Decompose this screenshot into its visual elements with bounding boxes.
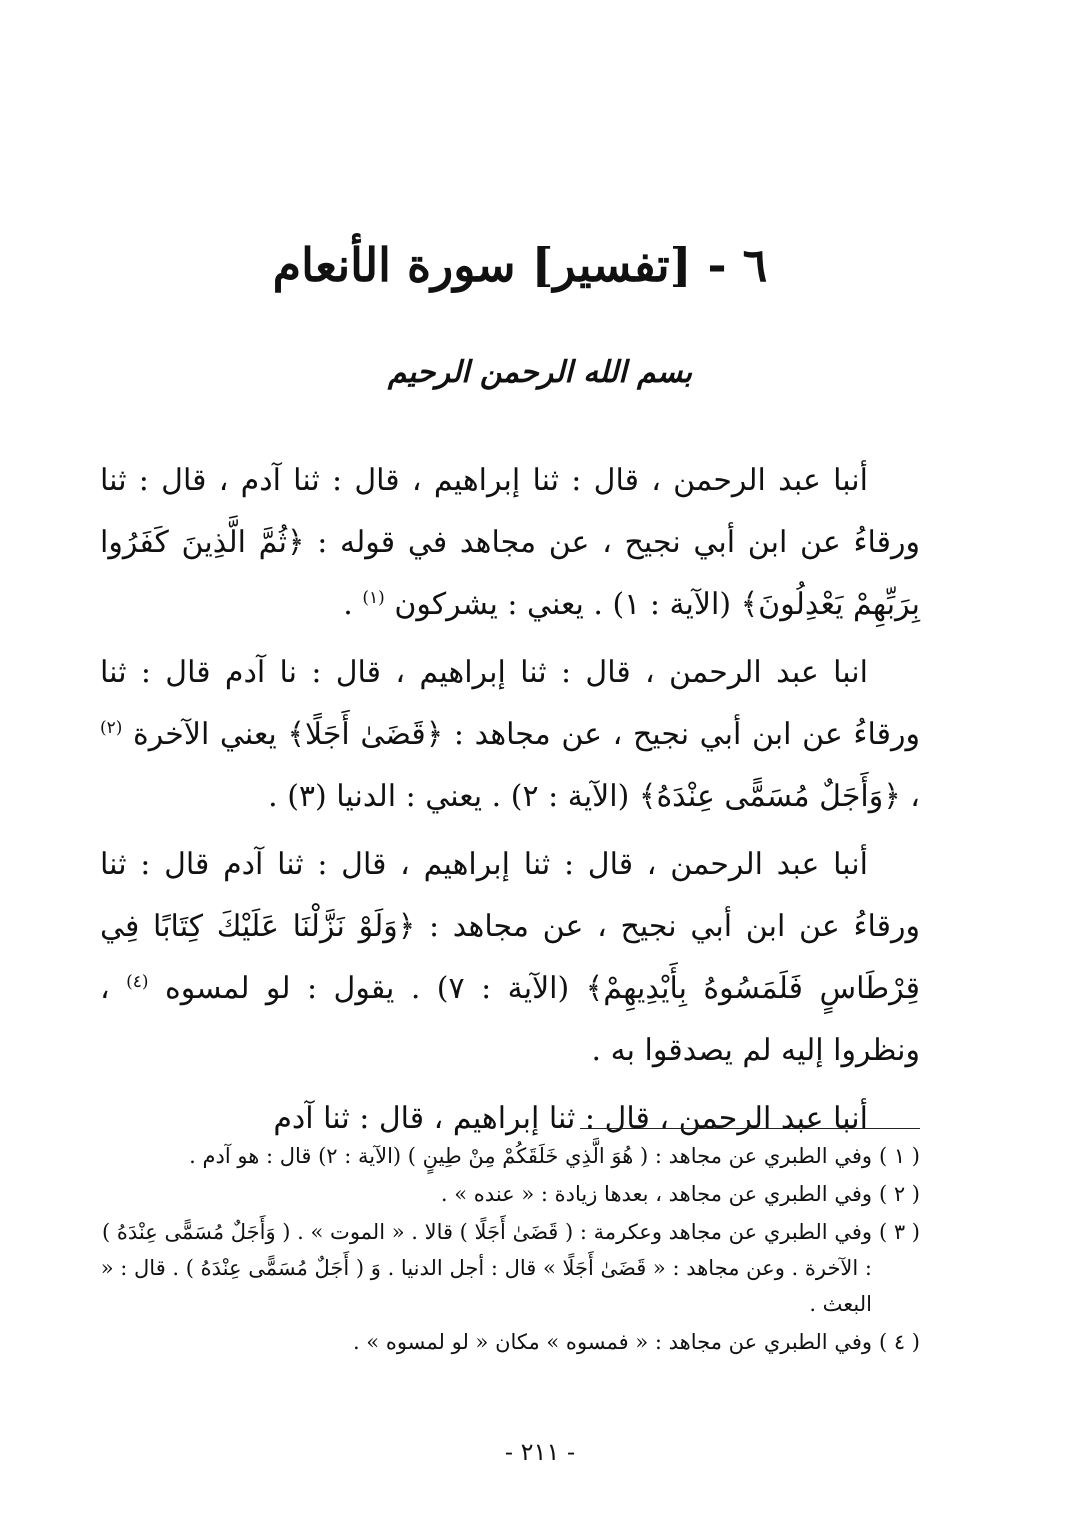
paragraph [100,834,920,1082]
main-text [100,450,920,1156]
footnote-ref: (٢) [100,718,123,738]
paragraph-end: ، ونظروا إليه لم يصدقوا به . [100,971,920,1068]
footnote-number: ( ٣ ) [878,1220,920,1244]
page-number: - ٢١١ - [504,1438,576,1466]
footnote-ref: (١) [362,588,385,608]
paragraph-text: أنبا عبد الرحمن ، قال : ثنا إبراهيم ، قال : ثنا آدم ، قال : ثنا ورقاءُ عن ابن أبي نجيح ، عن مجاهد في قوله : ﴿ثُمَّ الَّذِينَ كَفَرُوا بِرَبِّهِمْ يَعْدِلُونَ﴾ (الآية : ١) . يعني : يشركون [100,463,920,622]
paragraph-text: أنبا عبد الرحمن ، قال : ثنا إبراهيم ، قال : ثنا آدم [273,1101,868,1136]
footnote-text: وفي الطبري عن مجاهد : « فمسوه » مكان « لو لمسوه » . [352,1330,872,1354]
footnote-text: وفي الطبري عن مجاهد ، بعدها زيادة : « عنده » . [440,1182,872,1206]
paragraph [100,642,920,828]
footnote [100,1138,920,1174]
paragraph-text: انبا عبد الرحمن ، قال : ثنا إبراهيم ، قال : نا آدم قال : ثنا ورقاءُ عن ابن أبي نجيح ، عن مجاهد : ﴿قَضَىٰ أَجَلًا﴾ يعني الآخرة [100,655,920,752]
footnote-text: وفي الطبري عن مجاهد : ( هُوَ الَّذِي خَلَقَكُمْ مِنْ طِينٍ ) (الآية : ٢) قال : هو آدم . [189,1144,872,1168]
footnote-ref: (٤) [126,972,149,992]
paragraph-end: . [343,587,353,622]
chapter-title: ٦ - [تفسير] سورة الأنعام [272,238,768,292]
footnote [100,1324,920,1360]
footnote-divider [580,1128,920,1129]
footnote [100,1176,920,1212]
footnotes [100,1138,920,1362]
basmala-calligraphy: بسم الله الرحمن الرحيم [387,355,693,390]
paragraph [100,450,920,636]
footnote-number: ( ٤ ) [878,1330,920,1354]
paragraph-end: ، ﴿وَأَجَلٌ مُسَمًّى عِنْدَهُ﴾ (الآية : ٢) . يعني : الدنيا (٣) . [268,779,920,814]
footnote-text: وفي الطبري عن مجاهد وعكرمة : ( قَضَىٰ أَجَلًا ) قالا . « الموت » . ( وَأَجَلٌ مُسَمًّى عِنْدَهُ ) : الآخرة . وعن مجاهد : « قَضَىٰ أَجَلًا » قال : أجل الدنيا . وَ ( أَجَلٌ مُسَمًّى عِنْدَهُ ) . قال : « البعث . [100,1220,872,1316]
paragraph-text: أنبا عبد الرحمن ، قال : ثنا إبراهيم ، قال : ثنا آدم قال : ثنا ورقاءُ عن ابن أبي نجيح ، عن مجاهد : ﴿وَلَوْ نَزَّلْنَا عَلَيْكَ كِتَابًا فِي قِرْطَاسٍ فَلَمَسُوهُ بِأَيْدِيهِمْ﴾ (الآية : ٧) . يقول : لو لمسوه [100,847,921,1006]
footnote-number: ( ٢ ) [878,1182,920,1206]
footnote-number: ( ١ ) [878,1144,920,1168]
footnote [100,1214,920,1322]
